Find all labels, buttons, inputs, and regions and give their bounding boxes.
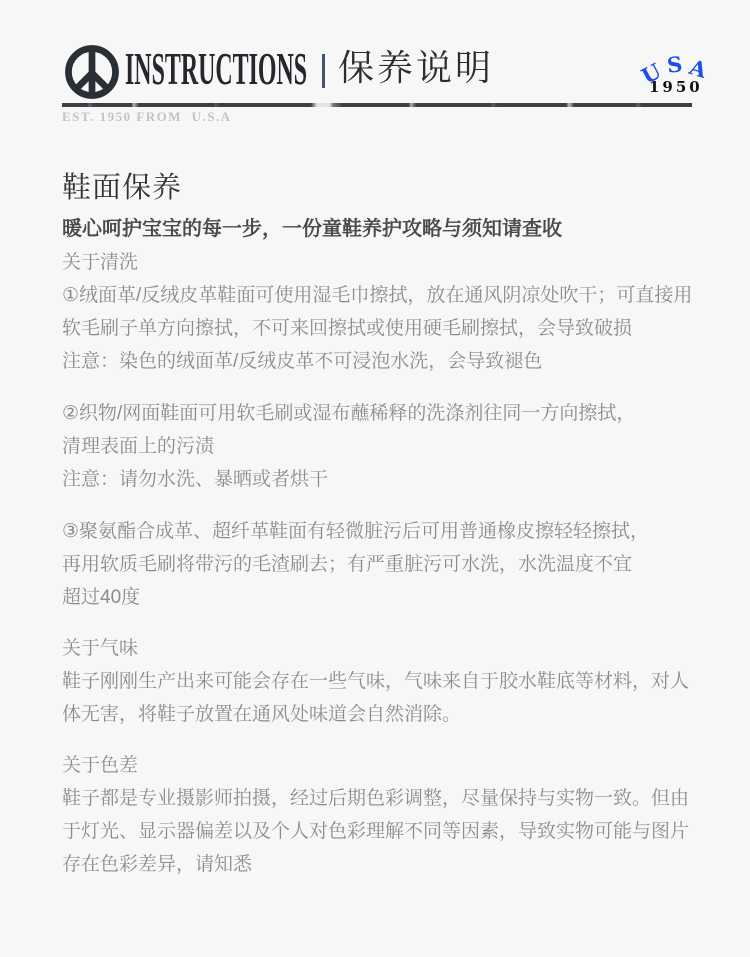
care-line: ③聚氨酯合成革、超纤革鞋面有轻微脏污后可用普通橡皮擦轻轻擦拭， [62, 521, 650, 542]
care-block [62, 279, 722, 378]
usa-1950-stamp [638, 50, 712, 98]
section-title: 鞋面保养 [62, 172, 183, 204]
care-line: 软毛刷子单方向擦拭，不可来回擦拭或使用硬毛刷擦拭，会导致破损 [62, 318, 633, 339]
care-line: ①绒面革/反绒皮革鞋面可使用湿毛巾擦拭，放在通风阴凉处吹干；可直接用 [62, 285, 693, 306]
header [0, 0, 750, 150]
care-line: 于灯光、显示器偏差以及个人对色彩理解不同等因素，导致实物可能与图片 [62, 821, 690, 842]
care-block [62, 782, 722, 881]
grunge-divider [62, 103, 692, 107]
brand-separator-bar [322, 54, 325, 88]
section-odor [62, 632, 722, 731]
main-content [62, 150, 722, 881]
section-cleaning [62, 246, 722, 614]
section-subtitle: 暖心呵护宝宝的每一步，一份童鞋养护攻略与须知请查收 [62, 218, 562, 240]
est-tagline: EST. 1950 FROM U.S.A [62, 109, 232, 124]
care-block [62, 665, 722, 731]
section-heading: 关于清洗 [62, 252, 139, 273]
care-block [62, 397, 722, 496]
care-line: 注意：请勿水洗、暴晒或者烘干 [62, 469, 329, 490]
stamp-letter-u: U [637, 58, 666, 89]
section-heading: 关于色差 [62, 755, 139, 776]
peace-icon [64, 44, 120, 100]
stamp-letter-s: S [665, 51, 684, 78]
section-heading: 关于气味 [62, 638, 139, 659]
stamp-letter-a: A [686, 54, 710, 83]
care-line: 存在色彩差异，请知悉 [62, 854, 253, 875]
care-line: 注意：染色的绒面革/反绒皮革不可浸泡水洗，会导致褪色 [62, 351, 543, 372]
care-line: 超过40度 [62, 587, 141, 608]
care-line: 体无害，将鞋子放置在通风处味道会自然消除。 [62, 704, 462, 725]
page-title-cn: 保养说明 [338, 47, 495, 88]
care-block [62, 515, 722, 614]
brand-wordmark: INSTRUCTIONS [125, 43, 308, 94]
care-line: 再用软质毛刷将带污的毛渣刷去；有严重脏污可水洗，水洗温度不宜 [62, 554, 633, 575]
care-line: 清理表面上的污渍 [62, 436, 215, 457]
section-color-difference [62, 749, 722, 881]
care-line: 鞋子都是专业摄影师拍摄，经过后期色彩调整，尽量保持与实物一致。但由 [62, 788, 690, 809]
stamp-year: 1950 [649, 78, 703, 96]
care-line: 鞋子刚刚生产出来可能会存在一些气味，气味来自于胶水鞋底等材料，对人 [62, 671, 690, 692]
care-line: ②织物/网面鞋面可用软毛刷或湿布蘸稀释的洗涤剂往同一方向擦拭， [62, 403, 636, 424]
